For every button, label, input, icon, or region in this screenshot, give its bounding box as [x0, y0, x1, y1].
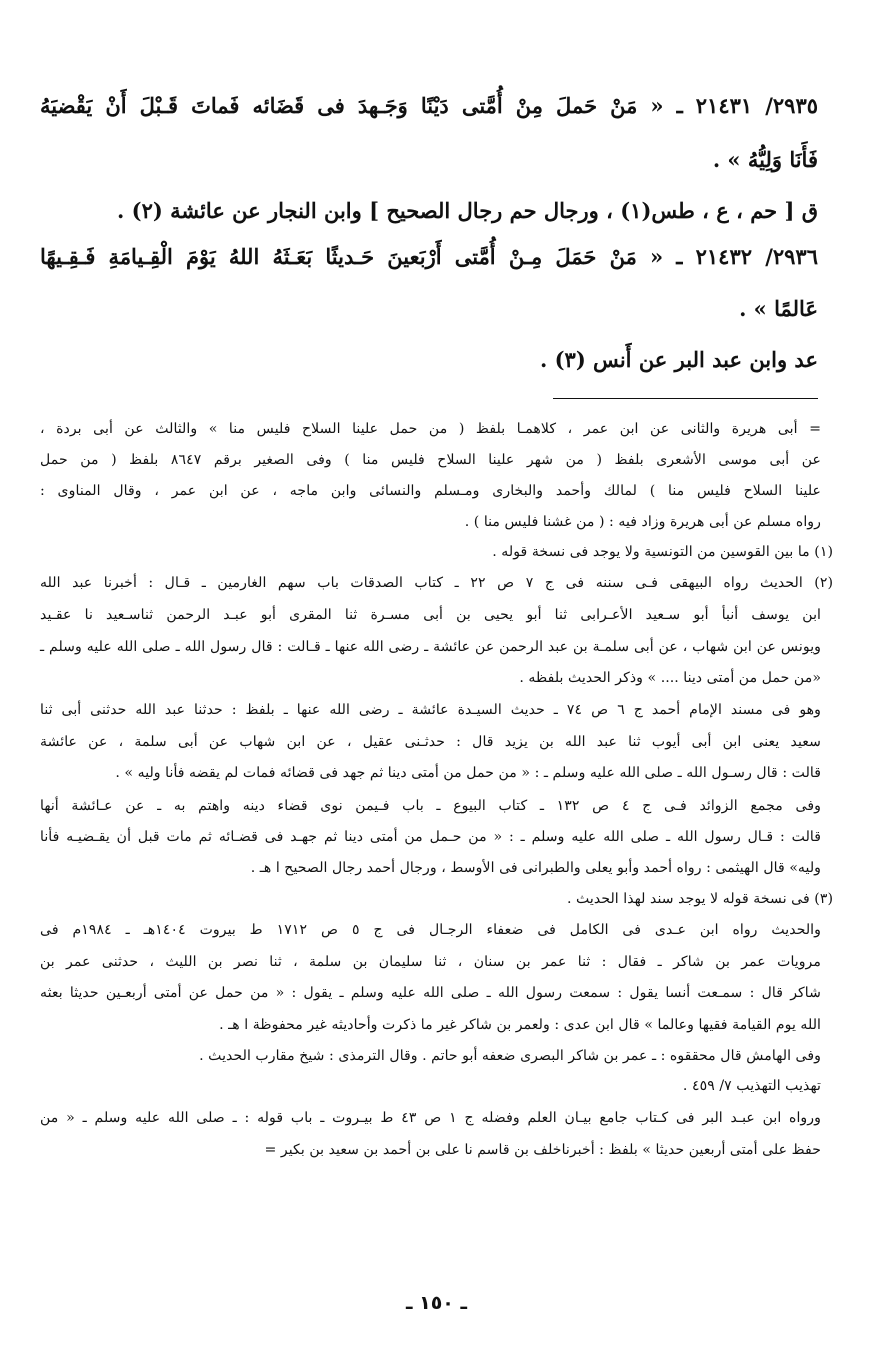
footnote-line: تهذيب التهذيب ٧/ ٤٥٩ .: [682, 1078, 821, 1094]
hadith-2935-line-2: فَأَنَا وَلِيُّهُ » .: [712, 147, 818, 172]
hadith-2936-line-1: ٢٩٣٦/ ٢١٤٣٢ ـ « مَنْ حَمَلَ مِـنْ أُمَّتى أَرْبَعينَ حَـديثًا بَعَـثَهُ اللهُ يَوْمَ الْقِـيامَةِ فَـقِـيهًا: [40, 244, 818, 269]
footnote-line: = أبى هريرة والثانى عن ابن عمر ، كلاهمـا بلفظ ( من حمل علينا السلاح فليس منا » والثالث عن أبى بردة ،: [40, 421, 821, 437]
footnote-line: الله يوم القيامة فقيها وعالما » قال ابن عدى : ولعمر بن شاكر غير ما ذكرت وأحاديثه غير محفوظة ا هـ .: [219, 1017, 821, 1033]
footnote-line: وليه» قال الهيثمى : رواه أحمد وأبو يعلى والطبرانى فى الأوسط ، ورجال أحمد رجال الصحيح ا هـ .: [250, 860, 821, 876]
footnote-line: مرويات عمر بن شاكر ـ فقال : ثنا عمر بن سنان ، ثنا سليمان بن سلمة ، ثنا نصر بن الليث ، حدثنى عمر بن: [40, 954, 821, 970]
footnote-1: (١) ما بين القوسين من التونسية ولا يوجد فى نسخة قوله .: [492, 544, 833, 560]
hadith-2935-line-1: ٢٩٣٥/ ٢١٤٣١ ـ « مَنْ حَملَ مِنْ أُمَّتى دَيْنًا وَجَـهدَ فى قَضَائه فَماتَ قَـبْلَ أَنْ يَقْضيَهُ: [40, 93, 819, 118]
footnote-line: علينا السلاح فليس منا ) لمالك وأحمد والبخارى ومـسلم والنسائى وابن ماجه ، عن ابن عمر ، وقال المناوى :: [40, 483, 821, 499]
footnote-line: عن أبى موسى الأشعرى بلفظ ( من شهر علينا السلاح فليس منا ) وفى الصغير برقم ٨٦٤٧ بلفظ ( من حمل: [40, 452, 821, 468]
footnote-separator: [553, 398, 818, 399]
footnote-line: قالت : قال رسـول الله ـ صلى الله عليه وسلم ـ : « من حمل من أمتى دينا ثم جهد فى قضائه فمات لم يقضه فأنا وليه » .: [115, 765, 821, 781]
footnote-line: والحديث رواه ابن عـدى فى الكامل فى ضعفاء الرجـال فى ج ٥ ص ١٧١٢ ط بيروت ١٤٠٤هـ ـ ١٩٨٤م فى: [40, 922, 821, 938]
hadith-2935-source: ق [ حم ، ع ، طس(١) ، ورجال حم رجال الصحيح ] وابن النجار عن عائشة (٢) .: [117, 198, 818, 223]
footnote-line: وهو فى مسند الإمام أحمد ج ٦ ص ٧٤ ـ حديث السيـدة عائشة ـ رضى الله عنها ـ بلفظ : حدثنا عبد الله حدثنى أبى ثنا: [40, 702, 821, 718]
footnote-line: ورواه ابن عبـد البر فى كـتاب جامع بيـان العلم وفضله ج ١ ص ٤٣ ط بيـروت ـ باب قوله : ـ صلى الله عليه وسلم ـ « من: [40, 1110, 821, 1126]
footnote-3: (٣) فى نسخة قوله لا يوجد سند لهذا الحديث .: [566, 891, 833, 907]
footnote-line: سعيد يعنى ابن أبى أيوب ثنا عبد الله بن يزيد قال : حدثـنى عقيل ، عن ابن شهاب عن أبى سلمة ، عن عائشة: [40, 734, 821, 750]
footnote-2: (٢) الحديث رواه البيهقى فـى سننه فى ج ٧ ص ٢٢ ـ كتاب الصدقات باب سهم الغارمين ـ قـال : أخبرنا عبد الله: [40, 575, 833, 591]
footnote-line: ويونس عن ابن شهاب ، عن أبى سلمـة بن عبد الرحمن عن عائشة ـ رضى الله عنها ـ قـالت : قال رسول الله ـ صلى الله عليه وسلم ـ: [40, 639, 821, 655]
footnote-line: وفى مجمع الزوائد فـى ج ٤ ص ١٣٢ ـ كتاب البيوع ـ باب فـيمن نوى قضاء دينه واهتم به ـ عن عـائشة أنها: [40, 798, 821, 814]
hadith-2936-source: عد وابن عبد البر عن أَنس (٣) .: [539, 347, 818, 372]
page-number: ـ ١٥٠ ـ: [405, 1292, 467, 1314]
footnote-line: «من حمل من أمتى دينا .... » وذكر الحديث بلفظه .: [519, 670, 821, 686]
footnote-line: قالت : قـال رسول الله ـ صلى الله عليه وسلم ـ : « من حـمل من أمتى دينا ثم جهـد فى قضـائه ثم مات قبل أن يقـضيـه فأنا: [40, 829, 821, 845]
footnote-line: رواه مسلم عن أبى هريرة وزاد فيه : ( من غشنا فليس منا ) .: [464, 514, 821, 530]
hadith-2936-line-2: عَالمًا » .: [739, 296, 818, 321]
footnote-line: حفظ على أمتى أربعين حديثا » بلفظ : أخبرناخلف بن قاسم نا على بن أحمد بن سعيد بن بكير =: [264, 1142, 821, 1158]
footnote-line: شاكر قال : سمـعت أنسا يقول : سمعت رسول الله ـ صلى الله عليه وسلم ـ يقول : « من حمل عن أمتى أربعـين حديثا بعثه: [40, 985, 821, 1001]
footnote-line: ابن يوسف أنبأ أبو سـعيد الأعـرابى ثنا أبو يحيى بن أبى مسـرة ثنا المقرى أبو عبـد الرحمن ثناسـعيد نا عقـيد: [40, 607, 821, 623]
footnote-line: وفى الهامش قال محققوه : ـ عمر بن شاكر البصرى ضعفه أبو حاتم . وقال الترمذى : شيخ مقارب الحديث .: [199, 1048, 821, 1064]
